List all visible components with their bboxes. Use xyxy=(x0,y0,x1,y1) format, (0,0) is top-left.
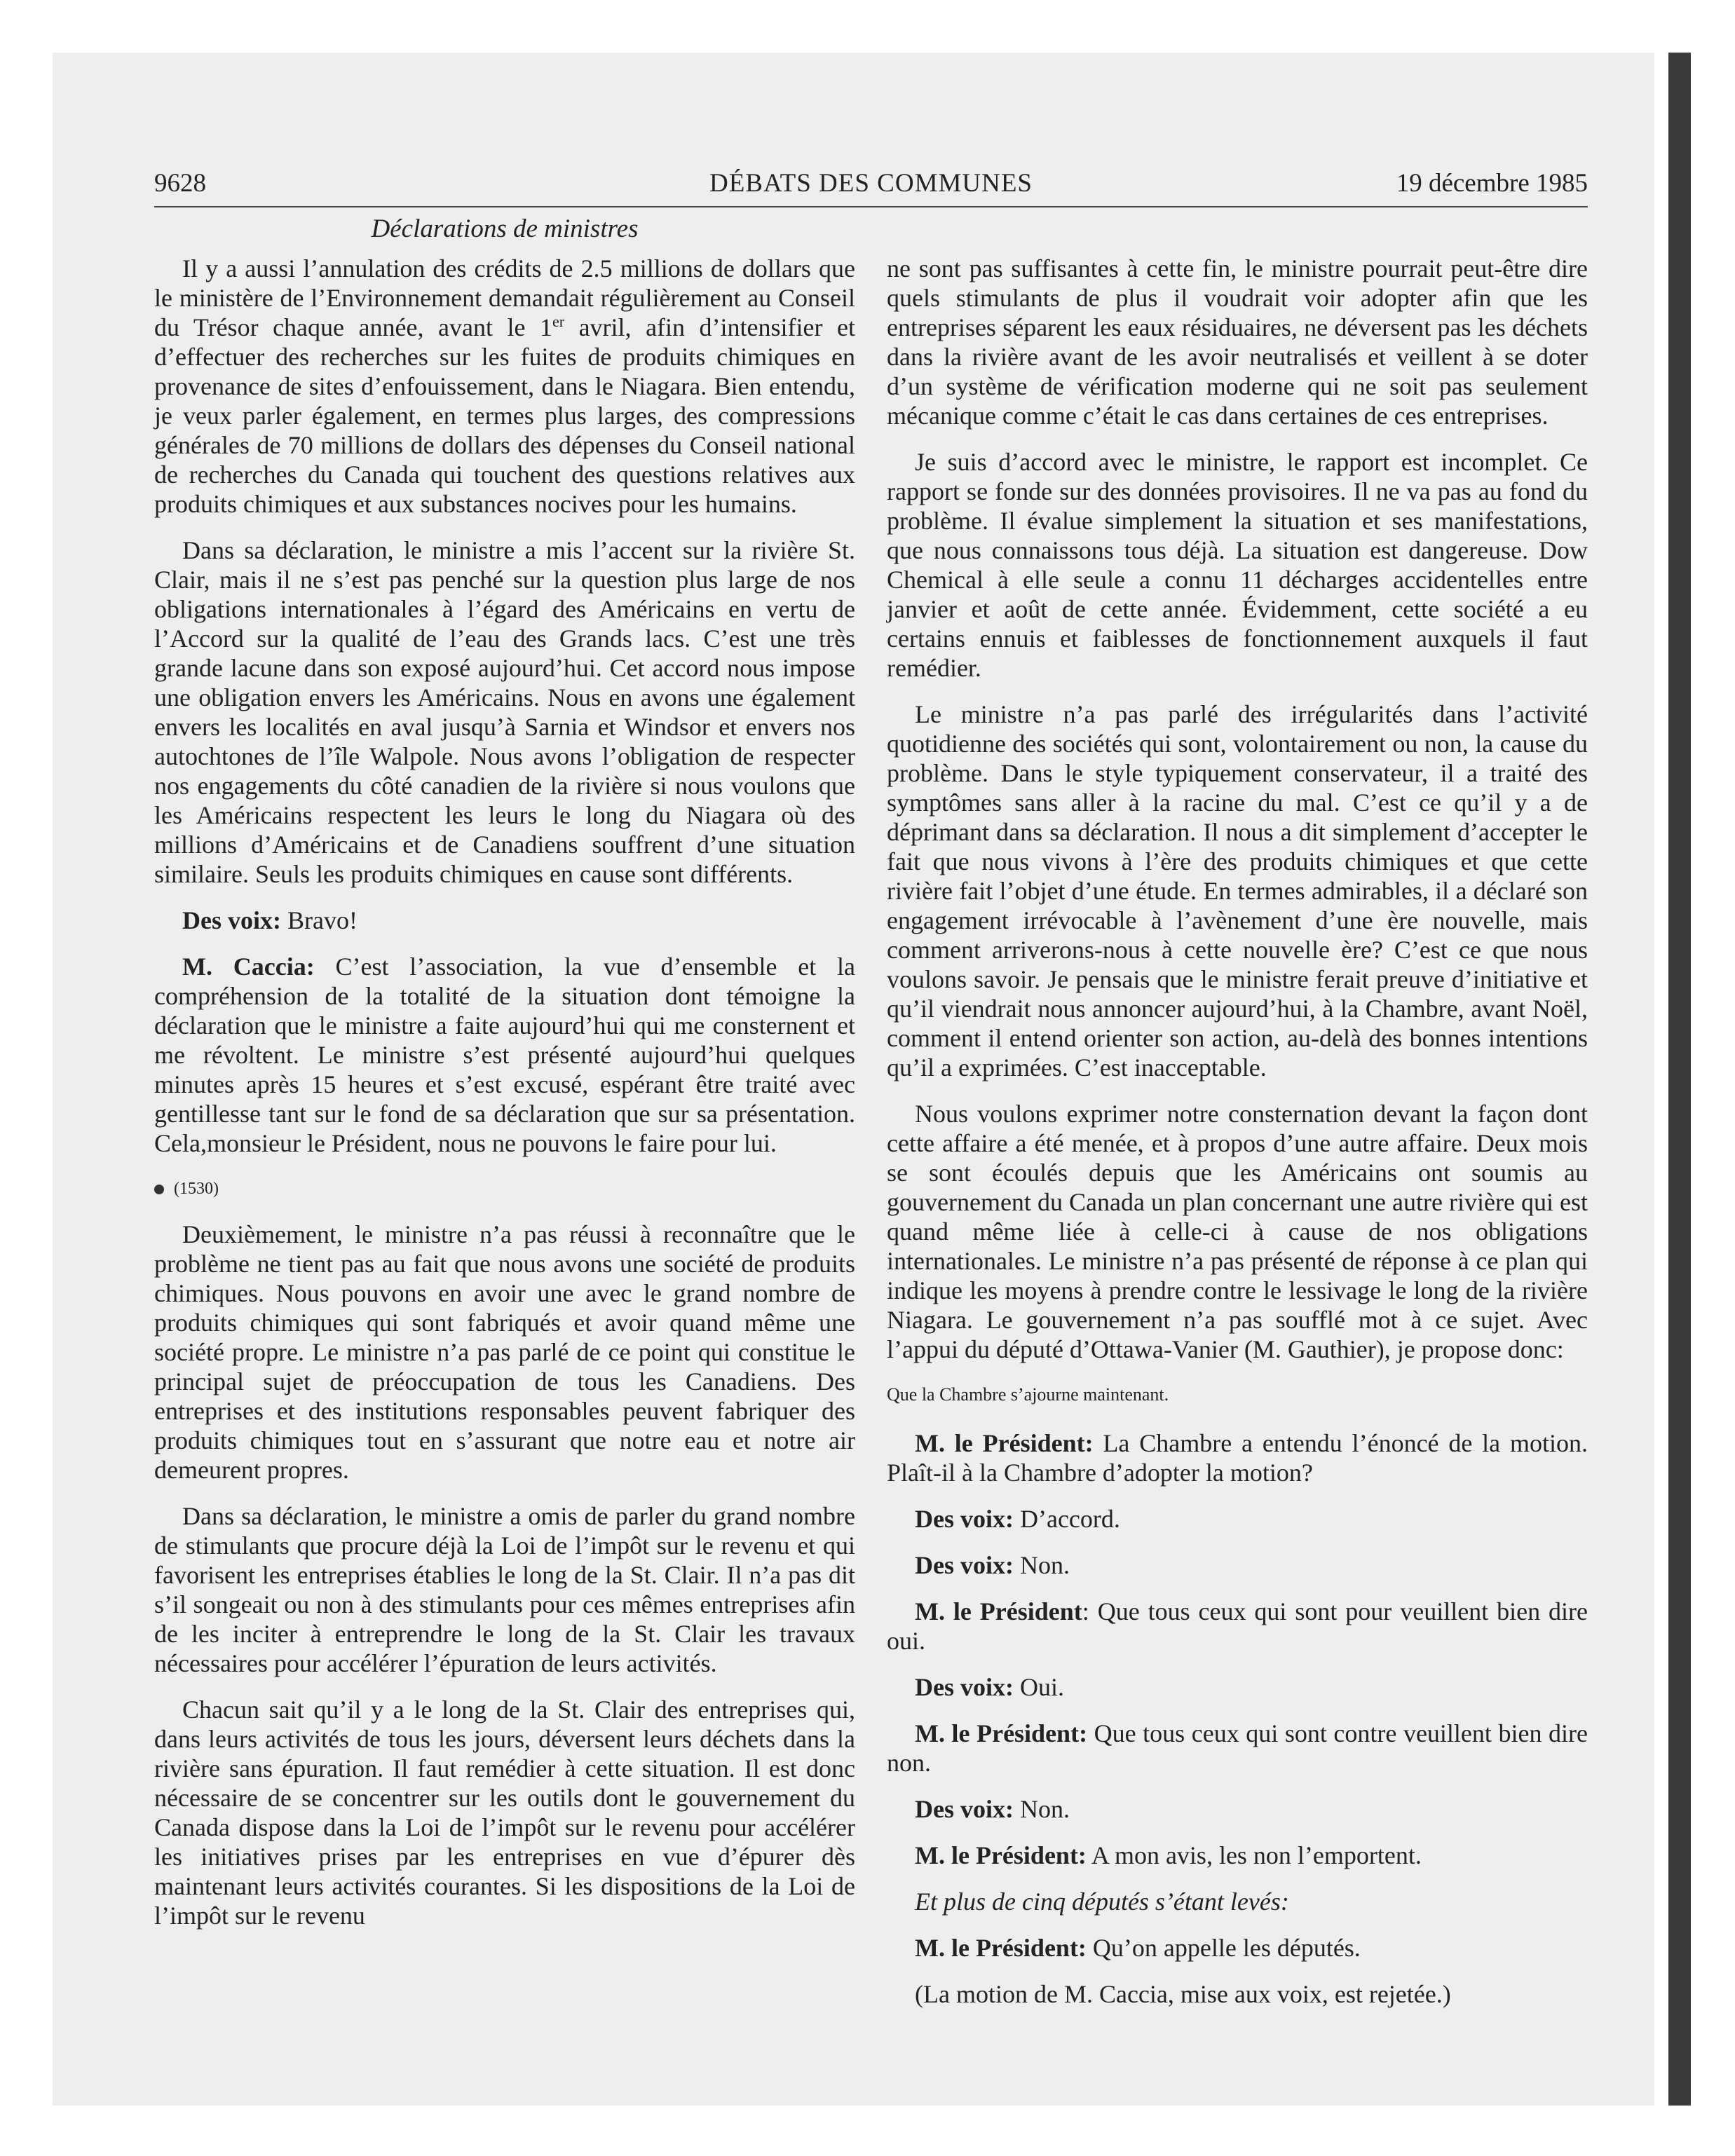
speaker-name: M. le Président: xyxy=(915,1841,1087,1869)
speaker-name: M. Caccia: xyxy=(182,953,315,981)
motion-text: Que la Chambre s’ajourne maintenant. xyxy=(887,1384,1169,1405)
paragraph: Dans sa déclaration, le ministre a mis l’accent sur la rivière St. Clair, mais il ne s’est pas penché sur la question plus large de nos obligations internationales à l’égard des Américains en vertu de l’Accord sur la qualité de l’eau des Grands lacs. C’est une très grande lacune dans son exposé aujourd’hui. Cet accord nous impose une obligation envers les Américains. Nous en avons une également envers les localités en aval jusqu’à Sarnia et Windsor et envers nos autochtones de l’île Walpole. Nous avons l’obligation de respecter nos engagements du côté canadien de la rivière si nous voulons que les Américains respectent les leurs le long du Niagara où des millions d’Américains et de Canadiens souffrent d’une situation similaire. Seuls les produits chimiques en cause sont différents. xyxy=(154,536,855,888)
bullet-dot-icon xyxy=(154,1185,164,1194)
speaker-line: Des voix: D’accord. xyxy=(915,1505,1120,1533)
time-marker: (1530) xyxy=(154,1175,855,1203)
speaker-name: M. le Président xyxy=(915,1597,1082,1625)
paragraph: ne sont pas suffisantes à cette fin, le ministre pourrait peut-être dire quels stimulants de plus il voudrait voir adopter afin que les entreprises séparent les eaux résiduaires, ne déversent pas les déchets dans la rivière avant de les avoir neutralisés et veillent à se doter d’un système de vérification moderne qui ne soit pas seulement mécanique comme c’était le cas dans certaines de ces entreprises. xyxy=(887,254,1588,430)
paragraph: Dans sa déclaration, le ministre a omis de parler du grand nombre de stimulants que procure déjà la Loi de l’impôt sur le revenu et qui favorisent les entreprises établies le long de la St. Clair. Il n’a pas dit s’il songeait ou non à des stimulants pour ces mêmes entreprises afin de les inciter à entreprendre le long de la St. Clair les travaux nécessaires pour accélérer l’épuration de leurs activités. xyxy=(154,1502,855,1677)
speaker-line: M. le Président: La Chambre a entendu l’énoncé de la motion. Plaît-il à la Chambre d’adopter la motion? xyxy=(887,1429,1588,1487)
speaker-line: Des voix: Non. xyxy=(915,1795,1070,1823)
speaker-line: M. le Président: A mon avis, les non l’emportent. xyxy=(915,1841,1422,1869)
running-header xyxy=(154,161,1588,207)
paragraph: Il y a aussi l’annulation des crédits de 2.5 millions de dollars que le ministère de l’Environnement demandait régulièrement au Conseil du Trésor chaque année, avant le 1er avril, afin d’intensifier et d’effectuer des recherches sur les fuites de produits chimiques en provenance de sites d’enfouissement, dans le Niagara. Bien entendu, je veux parler également, en termes plus larges, des compressions générales de 70 millions de dollars des dépenses du Conseil national de recherches du Canada qui touchent des questions relatives aux produits chimiques et aux substances nocives pour les humains. xyxy=(154,254,855,518)
speaker-name: Des voix: xyxy=(915,1795,1014,1823)
right-column xyxy=(887,254,1588,2026)
paragraph: Le ministre n’a pas parlé des irrégularités dans l’activité quotidienne des sociétés qui sont, volontairement ou non, la cause du problème. Dans le style typiquement conservateur, il a traité des symptômes sans aller à la racine du mal. C’est ce qu’il y a de déprimant dans sa déclaration. Il nous a dit simplement d’accepter le fait que nous vivons à l’ère des produits chimiques et que cette rivière fait l’objet d’une étude. En termes admirables, il a déclaré son engagement irrévocable à l’avènement d’une ère nouvelle, mais comment arriverons-nous à cette nouvelle ère? C’est ce que nous voulons savoir. Je pensais que le ministre ferait preuve d’initiative et qu’il viendrait nous annoncer aujourd’hui, à la Chambre, avant Noël, comment il entend orienter son action, au-delà des bonnes intentions qu’il a exprimées. C’est inacceptable. xyxy=(887,700,1588,1082)
procedural-note: (La motion de M. Caccia, mise aux voix, est rejetée.) xyxy=(915,1980,1451,2008)
speaker-name: Des voix: xyxy=(915,1505,1014,1533)
speaker-name: Des voix: xyxy=(915,1551,1014,1579)
section-title: Déclarations de ministres xyxy=(371,214,639,243)
speaker-line: Des voix: Bravo! xyxy=(182,906,358,934)
speaker-name: Des voix: xyxy=(915,1673,1014,1701)
paragraph: Chacun sait qu’il y a le long de la St. Clair des entreprises qui, dans leurs activités de tous les jours, déversent leurs déchets dans la rivière sans épuration. Il faut remédier à cette situation. Il est donc nécessaire de se concentrer sur les outils dont le gouvernement du Canada dispose dans la Loi de l’impôt sur le revenu pour accélérer les initiatives prises par les entreprises en vue d’épurer dès maintenant leurs activités courantes. Si les dispositions de la Loi de l’impôt sur le revenu xyxy=(154,1696,855,1930)
speaker-line: Des voix: Oui. xyxy=(915,1673,1064,1701)
publication-date: 19 décembre 1985 xyxy=(1396,169,1588,198)
speaker-line: M. le Président: Qu’on appelle les députés. xyxy=(915,1934,1361,1962)
speaker-name: Des voix: xyxy=(182,906,281,934)
page-edge-shadow xyxy=(1668,53,1691,2106)
paragraph: Deuxièmement, le ministre n’a pas réussi à reconnaître que le problème ne tient pas au fait que nous avons une société de produits chimiques. Nous pouvons en avoir une avec le grand nombre de produits chimiques qui sont fabriqués et avoir quand même une société propre. Le ministre n’a pas parlé de ce point qui constitue le principal sujet de préoccupation de tous les Canadiens. Des entreprises et des institutions responsables peuvent fabriquer des produits chimiques tout en s’assurant que notre eau et notre air demeurent propres. xyxy=(154,1220,855,1484)
left-column xyxy=(154,254,855,1947)
stage-direction: Et plus de cinq députés s’étant levés: xyxy=(915,1888,1289,1916)
paragraph: Nous voulons exprimer notre consternation devant la façon dont cette affaire a été menée, et à propos d’une autre affaire. Deux mois se sont écoulés depuis que les Américains ont soumis au gouvernement du Canada un plan concernant une autre rivière qui est quand même liée à celle-ci à cause de nos obligations internationales. Le ministre n’a pas présenté de réponse à ce plan qui indique les moyens à prendre contre le lessivage le long de la rivière Niagara. Le gouvernement n’a pas soufflé mot à ce sujet. Avec l’appui du député d’Ottawa-Vanier (M. Gauthier), je propose donc: xyxy=(887,1100,1588,1363)
page-number: 9628 xyxy=(154,169,206,198)
speaker-name: M. le Président: xyxy=(915,1429,1094,1457)
speaker-line: Des voix: Non. xyxy=(915,1551,1070,1579)
speaker-name: M. le Président: xyxy=(915,1934,1087,1962)
speaker-line: M. le Président: Que tous ceux qui sont pour veuillent bien dire oui. xyxy=(887,1597,1588,1655)
speaker-name: M. le Président: xyxy=(915,1719,1088,1747)
speaker-line: M. Caccia: C’est l’association, la vue d’ensemble et la compréhension de la totalité de la situation dont témoigne la déclaration que le ministre a faite aujourd’hui qui me consternent et me révoltent. Le ministre s’est présenté aujourd’hui quelques minutes après 15 heures et s’est excusé, espérant être traité avec gentillesse tant sur le fond de sa déclaration que sur sa présentation. Cela,monsieur le Président, nous ne pouvons le faire pour lui. xyxy=(154,953,855,1157)
paragraph: Je suis d’accord avec le ministre, le rapport est incomplet. Ce rapport se fonde sur des données provisoires. Il ne va pas au fond du problème. Il évalue simplement la situation et ses manifestations, que nous connaissons tous déjà. La situation est dangereuse. Dow Chemical à elle seule a connu 11 décharges accidentelles entre janvier et août de cette année. Évidemment, cette société a eu certains ennuis et faiblesses de fonctionnement auxquels il faut remédier. xyxy=(887,448,1588,682)
publication-title: DÉBATS DES COMMUNES xyxy=(709,169,1033,198)
speaker-line: M. le Président: Que tous ceux qui sont contre veuillent bien dire non. xyxy=(887,1719,1588,1777)
